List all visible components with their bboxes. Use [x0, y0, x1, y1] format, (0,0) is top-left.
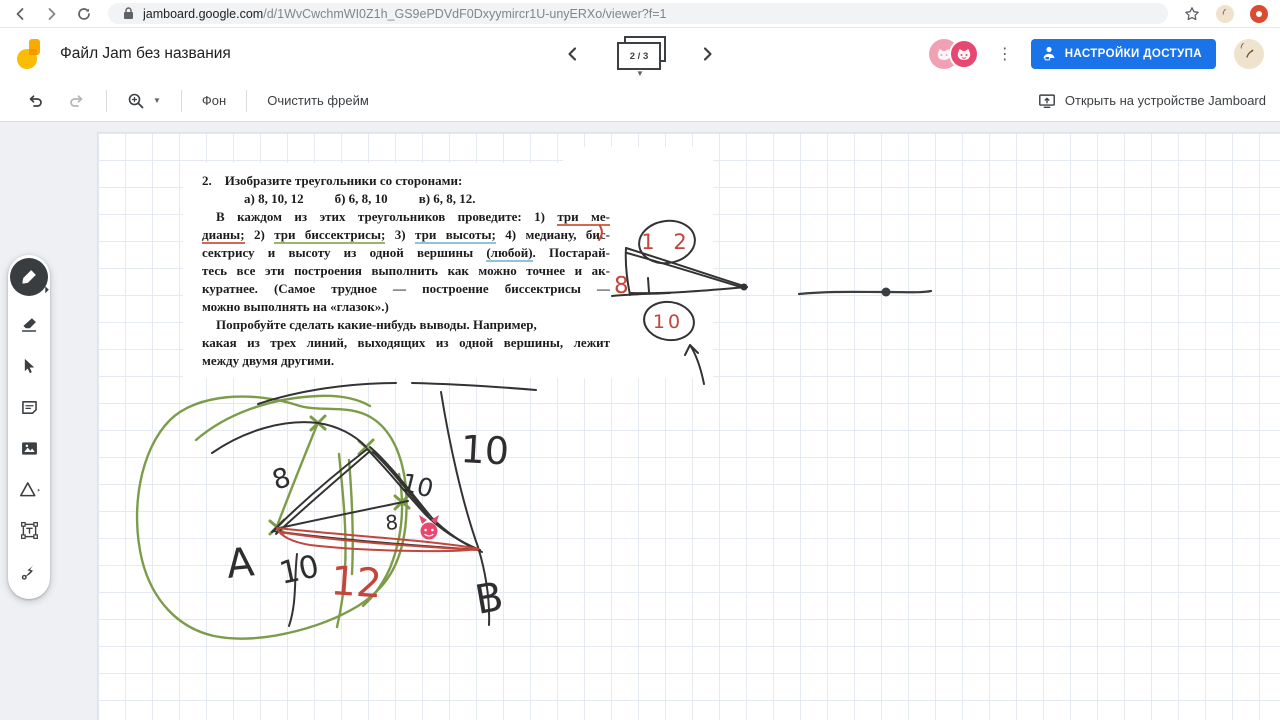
- label-arc-10: 10: [459, 427, 511, 474]
- jamboard-logo-icon: [16, 38, 46, 70]
- back-arrow-icon[interactable]: [12, 6, 28, 22]
- toolbar-divider: [246, 90, 247, 112]
- frames-expand-caret-icon[interactable]: ▼: [636, 69, 644, 78]
- bookmark-star-icon[interactable]: [1184, 6, 1200, 22]
- person-lock-icon: [1041, 45, 1057, 64]
- toolbar-divider: [106, 90, 107, 112]
- undo-button[interactable]: [14, 86, 56, 116]
- image-icon: [19, 438, 40, 459]
- label-inner-8: 8: [384, 509, 400, 535]
- label-vertex-b: B: [471, 573, 507, 624]
- document-line: какая из трех линий, выходящих из одной вершины, лежит: [202, 335, 610, 350]
- label-side-10: 10: [398, 467, 437, 504]
- label-vertex-a: A: [224, 539, 257, 588]
- shape-triangle-icon: [18, 479, 41, 500]
- tool-select[interactable]: [17, 354, 41, 378]
- label-base-12: 12: [329, 558, 384, 608]
- url-host: jamboard.google.com: [143, 6, 264, 21]
- document-line: между двумя другими.: [202, 353, 335, 368]
- label-side-8: 8: [268, 461, 295, 497]
- document-line: В каждом из этих треугольников проведите: 1) три ме-: [216, 209, 610, 224]
- document-line: сектрису и высоту из одной вершины (любой). Постарай-: [202, 245, 610, 260]
- previous-frame-chevron-icon[interactable]: [563, 44, 583, 64]
- option-c: в) 6, 8, 12.: [418, 191, 476, 206]
- more-options-kebab-icon[interactable]: ⋮: [996, 45, 1013, 63]
- label-below-a-10: 10: [276, 548, 323, 592]
- url-path: /d/1WvCwchmWI0Z1h_GS9ePDVdF0Dxyymircr1U-unyERXo/viewer?f=1: [263, 6, 667, 21]
- pen-icon: [19, 267, 39, 287]
- exercise-text: [183, 163, 610, 370]
- tool-eraser[interactable]: [17, 313, 41, 337]
- label-8: 8: [614, 273, 629, 299]
- option-a: а) 8, 10, 12: [244, 191, 304, 206]
- label-10: 10: [652, 311, 684, 333]
- tool-text-box[interactable]: [17, 518, 41, 542]
- zoom-in-magnifier-icon: [127, 92, 145, 110]
- exercise-options: [202, 190, 610, 208]
- account-avatar[interactable]: [1234, 39, 1264, 69]
- document-line: дианы; 2) три биссектрисы; 3) три высоты; 4) медиану, бис-: [202, 227, 610, 242]
- header-right-group: [929, 39, 1264, 69]
- tool-laser[interactable]: [17, 559, 41, 583]
- zoom-caret-icon: ▼: [153, 96, 161, 105]
- tool-pen[interactable]: [10, 258, 48, 296]
- cursor-arrow-icon: [19, 356, 39, 376]
- label-12: 1 2: [641, 230, 693, 254]
- exercise-title: Изобразите треугольники со сторонами:: [224, 173, 463, 188]
- option-b: б) 6, 8, 10: [334, 191, 388, 206]
- address-bar[interactable]: [108, 3, 1168, 24]
- page-url: [143, 7, 666, 21]
- tool-shape[interactable]: [17, 477, 41, 501]
- document-line: Попробуйте сделать какие-нибудь выводы. Например,: [216, 317, 537, 332]
- browser-profile-avatar[interactable]: [1216, 5, 1234, 23]
- tool-image[interactable]: [17, 436, 41, 460]
- exercise-number: 2.: [202, 173, 212, 188]
- scanned-image-fragment: [563, 147, 713, 164]
- toolbar-divider: [181, 90, 182, 112]
- document-line: куратнее. (Самое трудное — построение биссектрисы —: [202, 281, 610, 296]
- exercise-image-object[interactable]: [183, 163, 713, 378]
- lock-icon: [120, 6, 136, 22]
- open-on-device-label: Открыть на устройстве Jamboard: [1064, 93, 1266, 108]
- tool-palette: [8, 255, 50, 599]
- background-button[interactable]: Фон: [190, 87, 238, 114]
- document-line: тесь все эти построения выполнить как можно точнее и ак-: [202, 263, 610, 278]
- frame-navigation: [563, 28, 717, 80]
- jamboard-header: [0, 28, 1280, 80]
- share-settings-label: НАСТРОЙКИ ДОСТУПА: [1064, 48, 1202, 60]
- tool-sticky-note[interactable]: [17, 395, 41, 419]
- redo-icon: [68, 92, 86, 110]
- reload-icon[interactable]: [76, 6, 92, 22]
- exercise-paragraphs: [202, 208, 610, 370]
- sticky-note-icon: [19, 397, 40, 418]
- eraser-icon: [18, 314, 40, 336]
- text-box-icon: [19, 520, 40, 541]
- clear-frame-button[interactable]: Очистить фрейм: [255, 87, 381, 114]
- present-to-device-icon: [1038, 92, 1056, 110]
- zoom-button[interactable]: [115, 86, 173, 116]
- frame-counter-widget[interactable]: [617, 40, 663, 78]
- browser-chrome-bar: [0, 0, 1280, 28]
- jam-file-title[interactable]: Файл Jam без названия: [60, 45, 231, 62]
- main-area: [0, 122, 1280, 720]
- canvas-toolbar: [0, 80, 1280, 122]
- collaborator-avatar-cat-red[interactable]: [949, 39, 979, 69]
- laser-pointer-icon: [19, 561, 40, 582]
- share-settings-button[interactable]: [1031, 39, 1216, 69]
- exercise-heading: [202, 172, 610, 190]
- frame-counter-label: 2 / 3: [617, 42, 661, 70]
- document-line: можно выполнять на «глазок».): [202, 299, 389, 314]
- forward-arrow-icon[interactable]: [44, 6, 60, 22]
- record-extension-icon[interactable]: [1250, 5, 1268, 23]
- next-frame-chevron-icon[interactable]: [697, 44, 717, 64]
- collaborator-avatars: [929, 39, 979, 69]
- redo-button[interactable]: [56, 86, 98, 116]
- open-on-device-button[interactable]: [1038, 92, 1266, 110]
- undo-icon: [26, 92, 44, 110]
